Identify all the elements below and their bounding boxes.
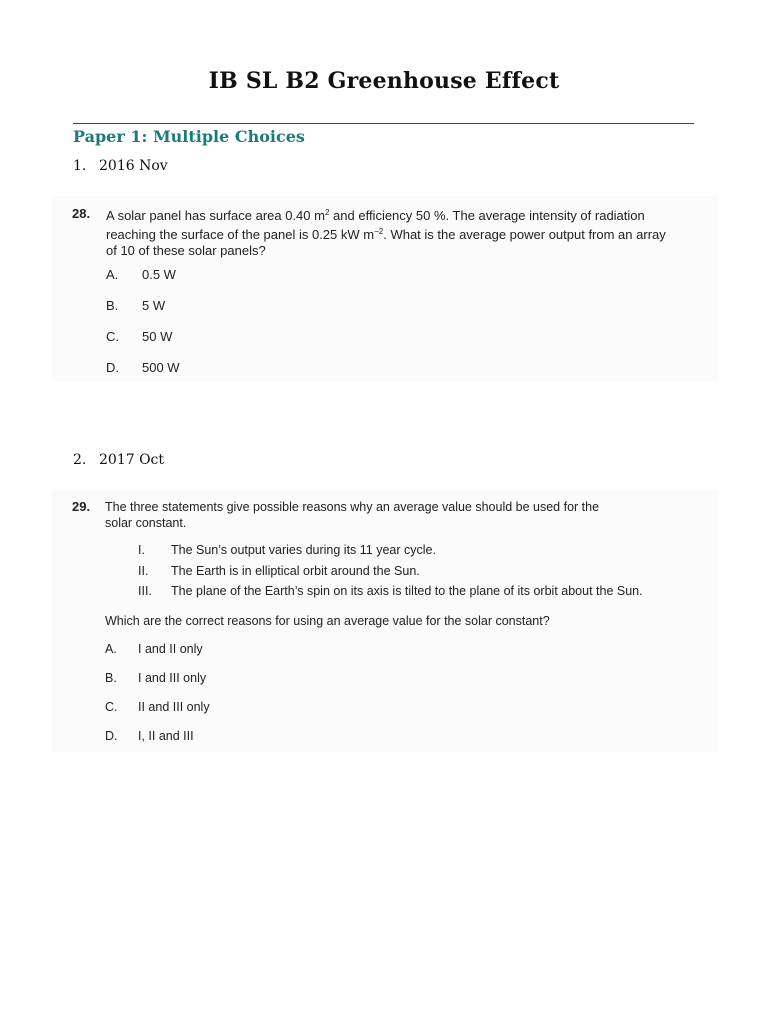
statement-item <box>138 543 436 557</box>
answer-option <box>105 729 194 743</box>
stem-line <box>106 224 716 243</box>
answer-option <box>106 298 165 313</box>
section-title: Paper 1: Multiple Choices <box>73 127 305 146</box>
answer-option <box>105 671 206 685</box>
statement-numeral: III. <box>138 584 152 598</box>
stem-text: . What is the average power output from an array <box>383 227 666 242</box>
option-text: 5 W <box>142 298 166 313</box>
option-letter: B. <box>105 671 117 685</box>
stem-line: solar constant. <box>105 516 187 530</box>
option-letter: B. <box>106 298 119 313</box>
option-text: 0.5 W <box>142 267 176 282</box>
stem-text: reaching the surface of the panel is 0.25 kW m <box>106 227 375 242</box>
statement-text: The Earth is in elliptical orbit around the Sun. <box>171 564 420 578</box>
answer-option <box>105 642 203 656</box>
question-stem <box>106 205 716 259</box>
option-letter: C. <box>105 700 118 714</box>
option-text: II and III only <box>138 700 210 714</box>
stem-line: The three statements give possible reasons why an average value should be used for the <box>105 500 600 514</box>
question-index: 1. <box>73 158 87 174</box>
statement-item <box>138 564 420 578</box>
statement-numeral: II. <box>138 564 149 578</box>
option-letter: A. <box>106 267 119 282</box>
title-divider <box>73 123 694 124</box>
question-session: 2017 Oct <box>99 452 165 468</box>
question-session: 2016 Nov <box>99 158 168 174</box>
question-number: 29. <box>72 499 91 514</box>
question-scan <box>52 196 718 381</box>
option-text: I and II only <box>138 642 203 656</box>
answer-option <box>106 360 180 375</box>
stem-superscript: 2 <box>324 208 330 217</box>
option-text: I and III only <box>138 671 207 685</box>
document-title: IB SL B2 Greenhouse Effect <box>208 68 560 94</box>
stem-text: and efficiency 50 %. The average intensity of radiation <box>329 208 645 223</box>
option-letter: D. <box>105 729 118 743</box>
question-label <box>73 158 168 174</box>
option-letter: A. <box>105 642 117 656</box>
stem-text: A solar panel has surface area 0.40 m <box>106 208 325 223</box>
stem-line: of 10 of these solar panels? <box>106 243 266 258</box>
question-label <box>73 452 164 468</box>
option-text: 50 W <box>142 329 173 344</box>
statement-item <box>138 584 643 598</box>
option-text: I, II and III <box>138 729 194 743</box>
stem-superscript: −2 <box>374 227 384 236</box>
question-stem <box>105 499 715 531</box>
statement-numeral: I. <box>138 543 145 557</box>
question-index: 2. <box>73 452 87 468</box>
question-scan <box>52 490 718 752</box>
option-letter: D. <box>106 360 119 375</box>
statement-text: The plane of the Earth’s spin on its axis is tilted to the plane of its orbit about the Sun. <box>171 584 643 598</box>
statement-text: The Sun’s output varies during its 11 year cycle. <box>171 543 436 557</box>
option-text: 500 W <box>142 360 180 375</box>
question-number: 28. <box>72 206 91 221</box>
stem-line <box>106 205 716 224</box>
answer-option <box>105 700 210 714</box>
answer-option <box>106 267 176 282</box>
answer-option <box>106 329 172 344</box>
question-prompt: Which are the correct reasons for using an average value for the solar constant? <box>105 614 550 628</box>
option-letter: C. <box>106 329 119 344</box>
